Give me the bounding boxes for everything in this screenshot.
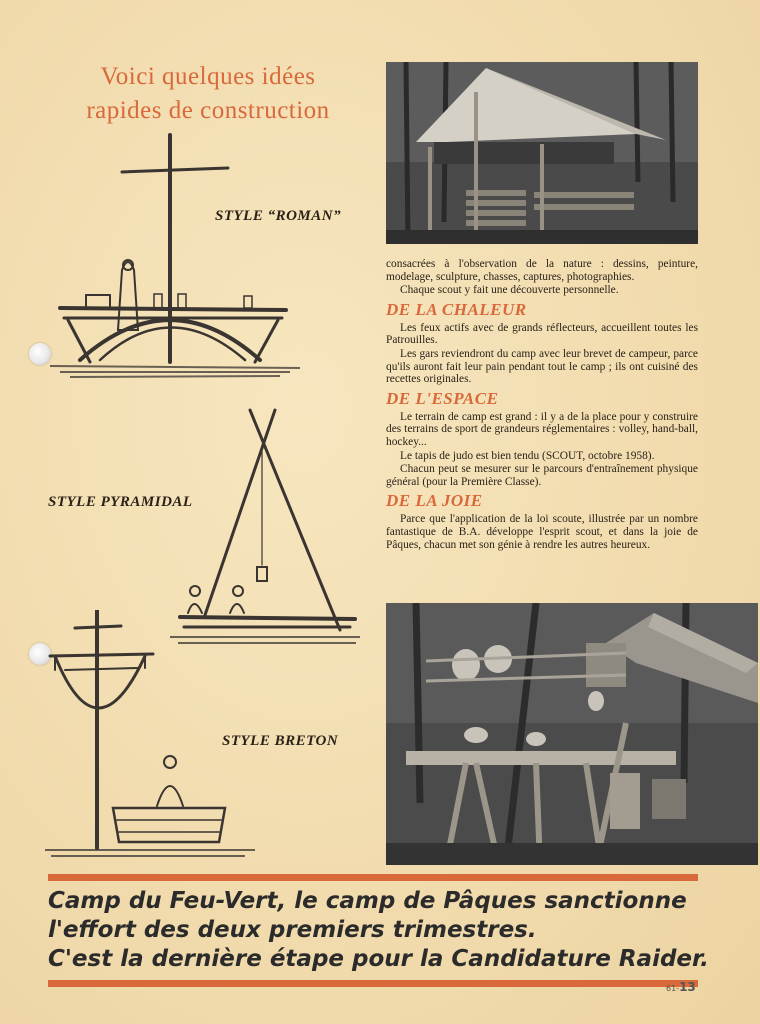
photo-camp-kitchen	[386, 603, 758, 865]
section-heading-joie: DE LA JOIE	[386, 491, 483, 511]
sketch-roman-style	[50, 130, 310, 390]
bottom-line-3: C'est la dernière étape pour la Candidature Raider.	[48, 946, 709, 972]
chaleur-paragraph-2: Les gars reviendront du camp avec leur brevet de campeur, parce qu'ils auront fait leur pain pendant tout le camp ; ils ont cuisiné des recettes originales.	[386, 347, 698, 386]
bottom-line-1: Camp du Feu-Vert, le camp de Pâques sanctionne	[48, 888, 687, 914]
page-number-prefix: 61-	[666, 984, 680, 993]
espace-paragraph-2: Le tapis de judo est bien tendu (SCOUT, octobre 1958).	[400, 449, 655, 462]
headline-line-2: rapides de construction	[86, 97, 330, 124]
espace-paragraph-1: Le terrain de camp est grand : il y a de la place pour y construire des terrains de sport de grandeurs réglementaires : volley, hand-ball, hockey...	[386, 410, 698, 448]
article-intro: consacrées à l'observation de la nature : dessins, peinture, modelage, sculpture, chasses, captures, photographies.	[386, 258, 698, 283]
rule-bottom	[48, 980, 698, 987]
photo-tent-image	[386, 62, 698, 244]
label-breton-style: STYLE BRETON	[222, 733, 339, 749]
joie-paragraph-1: Parce que l'application de la loi scoute, illustrée par un nombre fantastique de B.A. développe l'esprit scout, et dans la joie de Pâques, chacun met son génie à rendre les autres heureux.	[386, 513, 698, 551]
label-pyramidal-style: STYLE PYRAMIDAL	[48, 494, 193, 510]
photo-kitchen-image	[386, 603, 758, 865]
page-number	[666, 980, 696, 994]
page-number-value: 13	[679, 980, 696, 994]
binder-hole-top	[29, 343, 51, 365]
rule-top	[48, 874, 698, 881]
chaleur-paragraph-1: Les feux actifs avec de grands réflecteurs, accueillent toutes les Patrouilles.	[386, 321, 698, 347]
bottom-line-2: l'effort des deux premiers trimestres.	[48, 917, 537, 943]
espace-paragraph-3: Chacun peut se mesurer sur le parcours d'entraînement physique général (pour la Première Classe).	[386, 463, 698, 488]
photo-tent-shelter	[386, 62, 698, 244]
section-heading-chaleur: DE LA CHALEUR	[386, 299, 527, 319]
article-column	[386, 258, 698, 551]
label-roman-style: STYLE “ROMAN”	[215, 208, 342, 224]
bottom-statement	[48, 887, 708, 974]
section-heading-espace: DE L'ESPACE	[386, 388, 499, 408]
page-headline	[48, 60, 368, 128]
headline-line-1: Voici quelques idées	[100, 63, 316, 90]
article-intro-2: Chaque scout y fait une découverte personnelle.	[400, 284, 619, 297]
